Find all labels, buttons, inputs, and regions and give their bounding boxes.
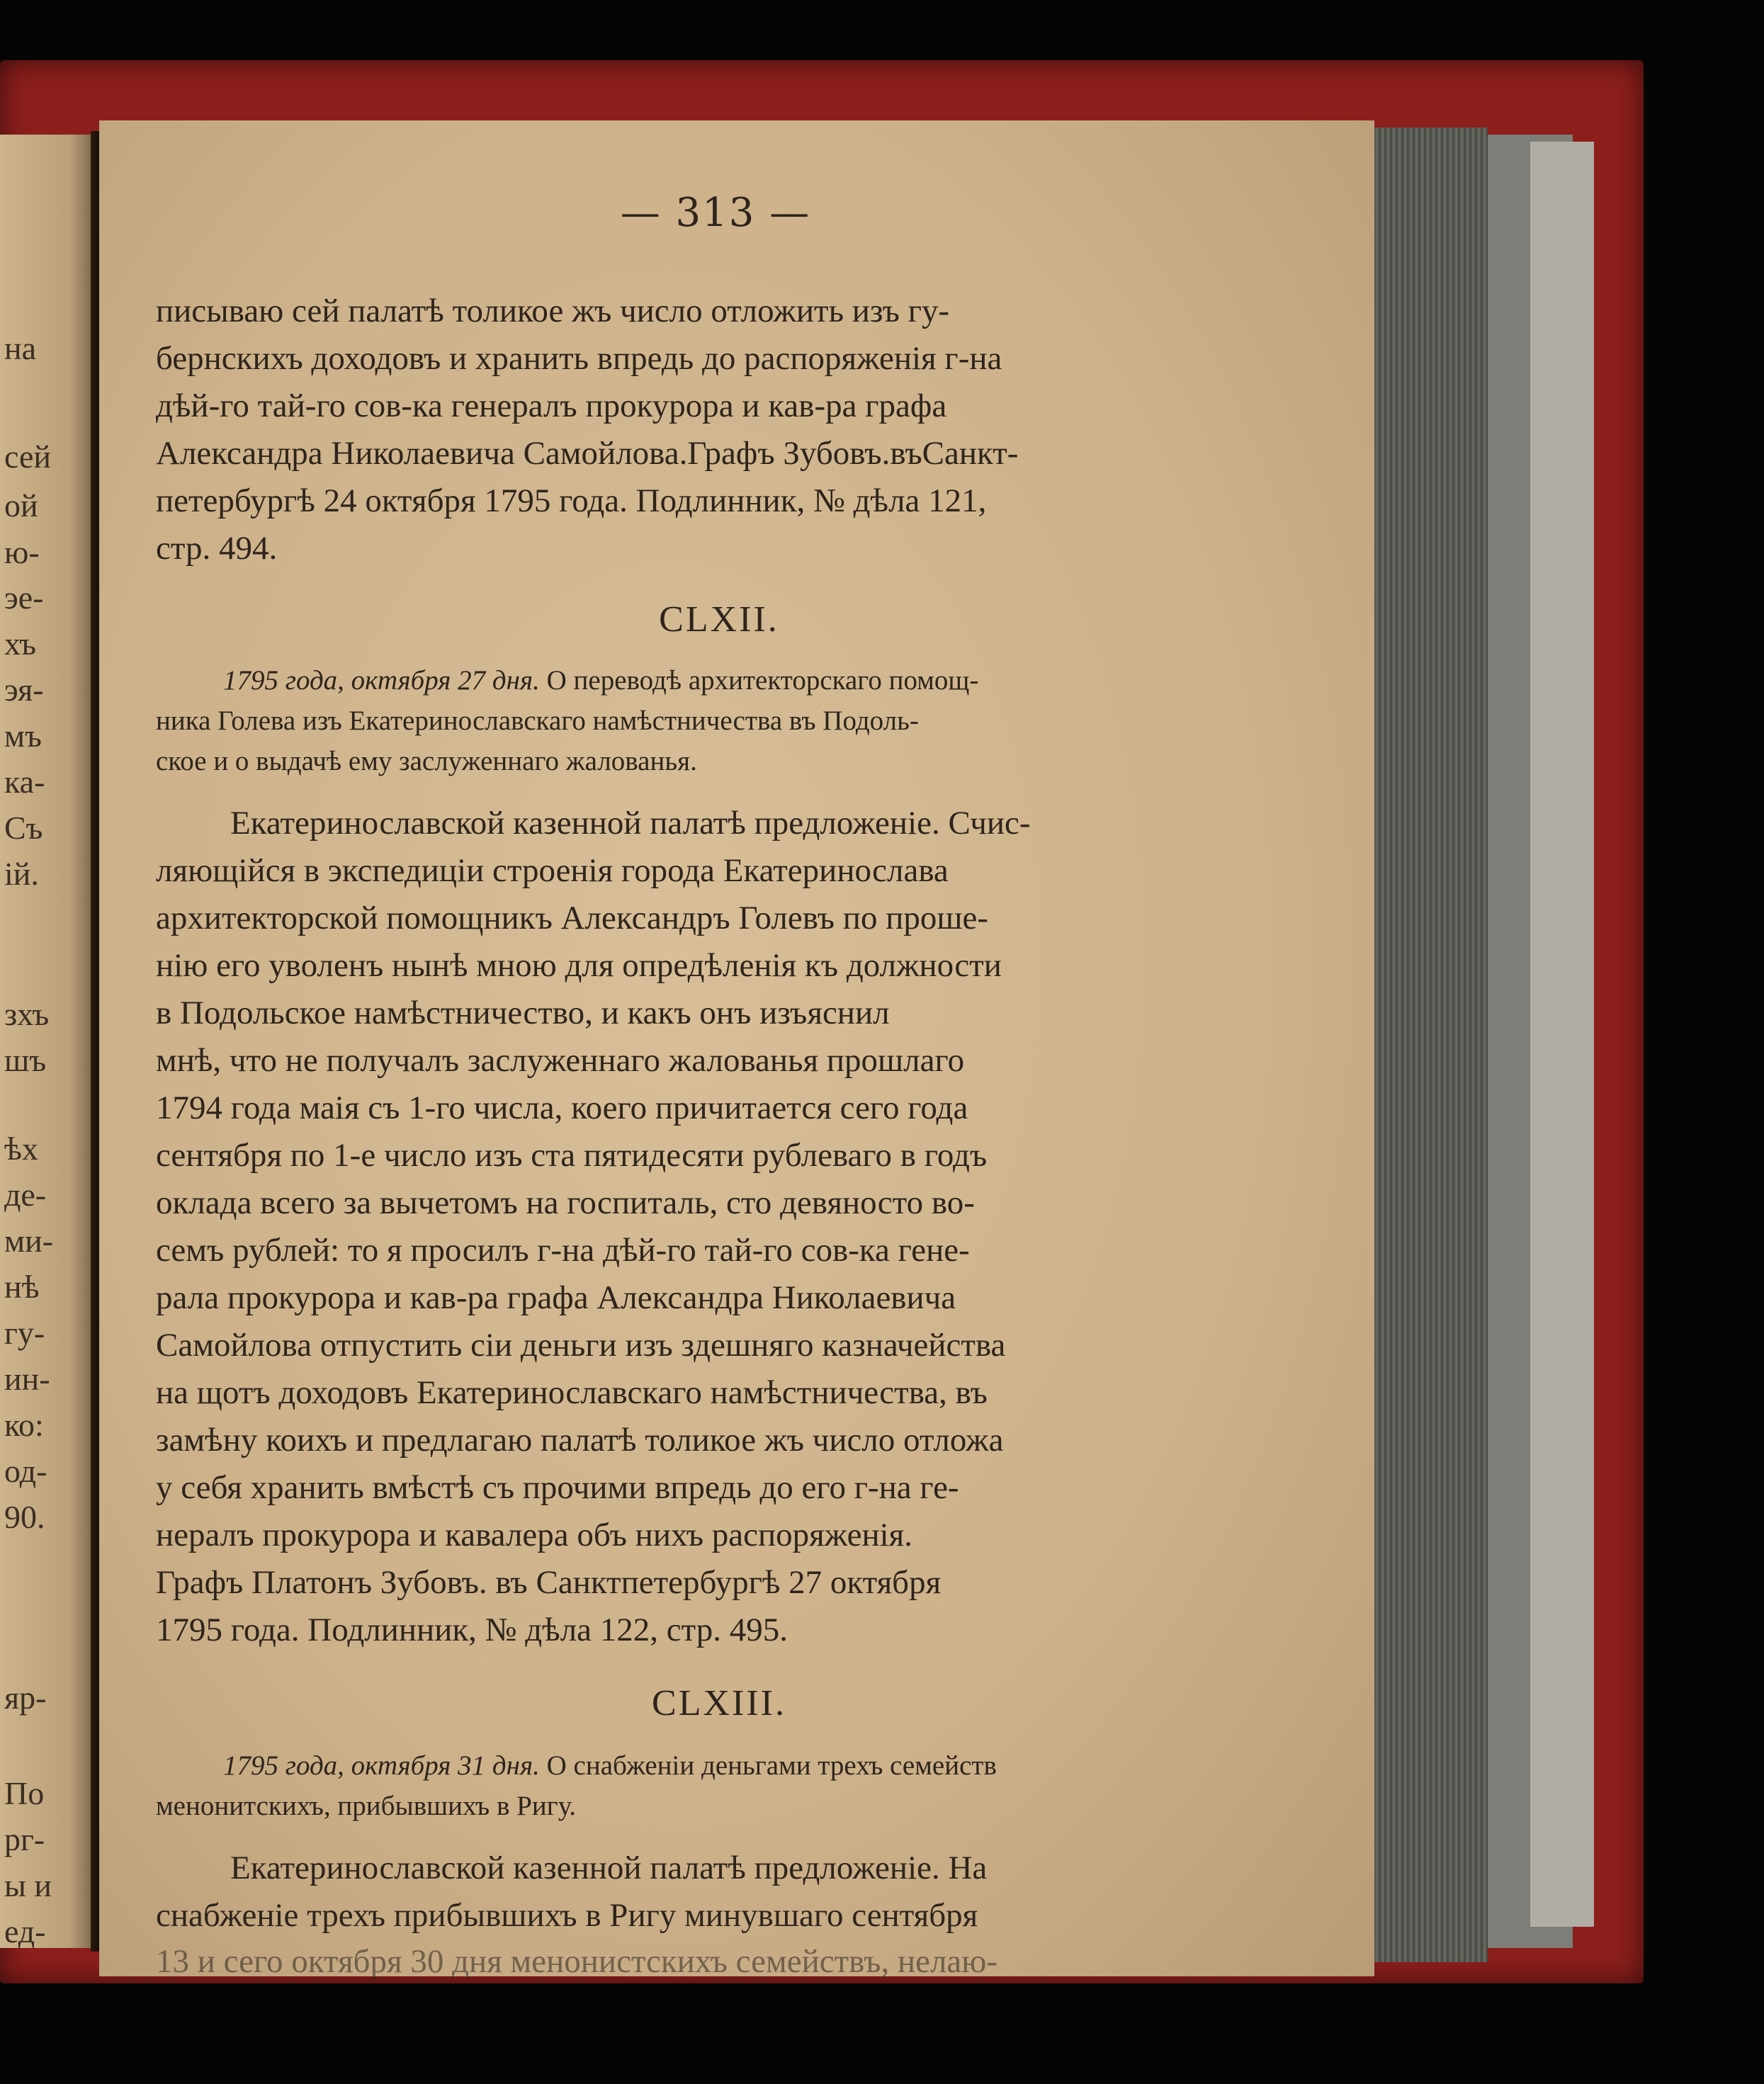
- text-line: архитекторской помощникъ Александръ Голевъ по проше-: [156, 900, 989, 936]
- text-line: снабженіе трехъ прибывшихъ в Ригу минувшаго сентября: [156, 1897, 978, 1934]
- summary-line: [223, 1750, 997, 1782]
- text-line: стр. 494.: [156, 530, 278, 567]
- left-fragment: эе-: [4, 579, 44, 616]
- left-fragment: По: [4, 1775, 45, 1811]
- summary-line: [223, 664, 978, 696]
- page-edges: [1374, 128, 1488, 1962]
- left-fragment: ы и: [4, 1867, 52, 1903]
- text-line: петербургѣ 24 октября 1795 года. Подлинник, № дѣла 121,: [156, 482, 987, 519]
- left-page-text-fragments: [0, 135, 85, 1948]
- left-fragment: мъ: [4, 718, 42, 754]
- left-fragment: 90.: [4, 1499, 45, 1535]
- left-fragment: гу-: [4, 1315, 45, 1351]
- left-fragment: Съ: [4, 810, 43, 846]
- left-fragment: эя-: [4, 672, 44, 708]
- text-line: у себя хранить вмѣстѣ съ прочими впредь до его г-на ге-: [156, 1469, 959, 1506]
- text-line: рала прокурора и кав-ра графа Александра Николаевича: [156, 1279, 956, 1316]
- text-line: Екатеринославской казенной палатѣ предложеніе. На: [230, 1850, 988, 1886]
- left-fragment: хъ: [4, 625, 37, 662]
- left-fragment: ѣх: [4, 1131, 38, 1167]
- text-line-cut: 13 и сего октября 30 дня менонистскихъ семействъ, нелаю-: [156, 1943, 998, 1980]
- text-line: бернскихъ доходовъ и хранить впредь до распоряженія г-на: [156, 340, 1002, 377]
- text-line: нералъ прокурора и кавалера объ нихъ распоряженія.: [156, 1517, 913, 1553]
- left-fragment: ю-: [4, 534, 40, 570]
- text-line: Самойлова отпустить сіи деньги изъ здешняго казначейства: [156, 1327, 1006, 1364]
- left-fragment: ій.: [4, 856, 39, 892]
- section-heading-clxii: CLXII.: [659, 599, 779, 640]
- left-fragment: ед-: [4, 1913, 46, 1948]
- summary-text: О снабженіи деньгами трехъ семейств: [539, 1750, 997, 1781]
- text-line: мнѣ, что не получалъ заслуженнаго жалованья прошлаго: [156, 1042, 965, 1079]
- left-fragment: ко:: [4, 1407, 44, 1443]
- summary-line: менонитскихъ, прибывшихъ в Ригу.: [156, 1791, 577, 1821]
- left-fragment: ми-: [4, 1223, 54, 1259]
- text-line: нію его уволенъ нынѣ мною для опредѣленія къ должности: [156, 947, 1002, 984]
- text-line: Графъ Платонъ Зубовъ. въ Санктпетербургѣ 27 октября: [156, 1564, 942, 1601]
- text-line: семъ рублей: то я просилъ г-на дѣй-го тай-го сов-ка гене-: [156, 1232, 970, 1269]
- text-line: Александра Николаевича Самойлова.Графъ Зубовъ.въСанкт-: [156, 435, 1019, 472]
- text-line: дѣй-го тай-го сов-ка генералъ прокурора и кав-ра графа: [156, 387, 947, 424]
- text-line: на щотъ доходовъ Екатеринославскаго намѣстничества, въ: [156, 1374, 988, 1411]
- left-fragment: сей: [4, 438, 52, 475]
- summary-line: ское и о выдачѣ ему заслуженнаго жалованья.: [156, 746, 697, 776]
- summary-line: ника Голева изъ Екатеринославскаго намѣстничества въ Подоль-: [156, 706, 919, 736]
- text-line: 1795 года. Подлинник, № дѣла 122, стр. 495.: [156, 1612, 788, 1648]
- text-line: ляющійся в экспедиціи строенія города Екатеринослава: [156, 852, 949, 889]
- left-fragment: ин-: [4, 1361, 50, 1397]
- left-fragment: ка-: [4, 764, 45, 800]
- text-line: сентября по 1-е число изъ ста пятидесяти рублеваго в годъ: [156, 1137, 988, 1174]
- left-fragment: од-: [4, 1453, 47, 1489]
- left-fragment: нѣ: [4, 1269, 40, 1305]
- left-fragment: рг-: [4, 1821, 45, 1857]
- text-line: писываю сей палатѣ толикое жъ число отложить изъ гу-: [156, 293, 950, 329]
- left-fragment: на: [4, 330, 37, 366]
- left-fragment: шъ: [4, 1042, 47, 1078]
- section-heading-clxiii: CLXIII.: [652, 1683, 786, 1723]
- text-line: оклада всего за вычетомъ на госпиталь, сто девяносто во-: [156, 1184, 975, 1221]
- left-fragment: зхъ: [4, 996, 50, 1032]
- flyleaf: [1530, 142, 1594, 1927]
- left-fragment: де-: [4, 1177, 47, 1213]
- text-line: 1794 года маія съ 1-го числа, коего причитается сего года: [156, 1089, 968, 1126]
- summary-date: 1795 года, октября 27 дня.: [223, 665, 540, 696]
- summary-text: О переводѣ архитекторскаго помощ-: [539, 665, 979, 696]
- text-line: в Подольское намѣстничество, и какъ онъ изъяснил: [156, 995, 890, 1031]
- left-fragment: ой: [4, 487, 38, 523]
- page-number: — 313 —: [620, 190, 811, 236]
- text-line: замѣну коихъ и предлагаю палатѣ толикое жъ число отложа: [156, 1422, 1004, 1459]
- text-line: Екатеринославской казенной палатѣ предложеніе. Счис-: [230, 805, 1031, 842]
- left-fragment: яр-: [4, 1680, 47, 1716]
- summary-date: 1795 года, октября 31 дня.: [223, 1750, 540, 1781]
